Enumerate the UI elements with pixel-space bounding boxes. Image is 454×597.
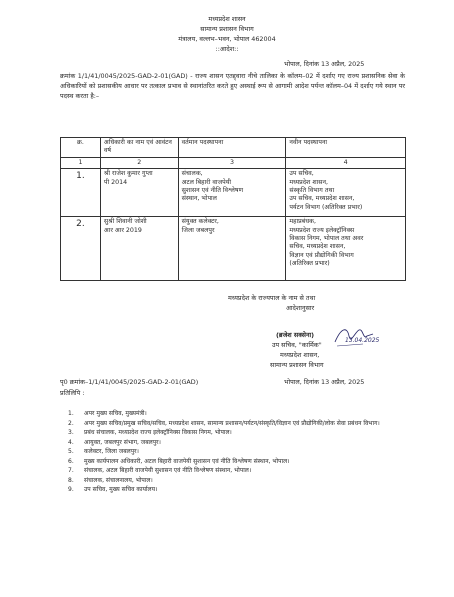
- column-number-row: [61, 157, 406, 168]
- new-posting: उप सचिव, मध्यप्रदेश शासन, संस्कृति विभाग तथा उप सचिव, मध्यप्रदेश शासन, पर्यटन विभाग (अतिरिक्त प्रभार): [286, 169, 406, 217]
- column-number: 1: [61, 157, 101, 168]
- table-row: [61, 169, 406, 217]
- column-number: 4: [286, 157, 406, 168]
- header-serial: क्र.: [61, 138, 101, 158]
- current-posting: संयुक्त कलेक्टर, जिला जबलपुर: [178, 217, 286, 281]
- officer-name: सुश्री शिवानी जोशी आर आर 2019: [100, 217, 178, 281]
- row-serial: 2.: [61, 217, 101, 281]
- signatory-dept: सामान्य प्रशासन विभाग: [270, 361, 324, 369]
- list-item: 5. कलेक्टर, जिला जबलपुर।: [68, 448, 139, 455]
- authority-order: आदेशानुसार: [286, 304, 315, 312]
- list-item: 1. अपर मुख्य सचिव, मुख्यमंत्री।: [68, 410, 147, 417]
- current-posting: संचालक, अटल बिहारी वाजपेयी सुशासन एवं नीति विश्लेषण संस्थान, भोपाल: [178, 169, 286, 217]
- endorsement-date: भोपाल, दिनांक 13 अप्रैल, 2025: [284, 378, 365, 386]
- signatory-designation: उप सचिव, "कार्मिक": [272, 341, 322, 349]
- header-current-posting: वर्तमान पदस्थापना: [178, 138, 286, 158]
- signatory-govt: मध्यप्रदेश शासन,: [280, 351, 320, 359]
- column-number: 2: [100, 157, 178, 168]
- column-number: 3: [178, 157, 286, 168]
- signatory-name: (ब्रजेश सक्सेना): [276, 331, 315, 339]
- header-officer: अधिकारी का नाम एवं आवंटन वर्ष: [100, 138, 178, 158]
- order-place-date: भोपाल, दिनांक 13 अप्रैल, 2025: [284, 60, 365, 68]
- header-address: मंत्रालय, वल्लभ–भवन, भोपाल 462004: [178, 35, 276, 43]
- handwritten-signature: [333, 322, 393, 350]
- list-item: 4. आयुक्त, जबलपुर संभाग, जबलपुर।: [68, 438, 161, 446]
- list-item: 9. उप सचिव, मुख्य सचिव कार्यालय।: [68, 486, 158, 493]
- header-new-posting: नवीन पदस्थापना: [286, 138, 406, 158]
- header-dept: सामान्य प्रशासन विभाग: [200, 25, 254, 33]
- header-order-title: ::आदेश::: [215, 45, 239, 53]
- copy-label: प्रतिलिपि :: [60, 389, 85, 397]
- officer-name: श्री राजेश कुमार गुप्ता पी 2014: [100, 169, 178, 217]
- list-item: 2. अपर मुख्य सचिव/प्रमुख सचिव/सचिव, मध्यप्रदेश शासन, सामान्य प्रशासन/पर्यटन/संस्कृति/विज्ञान एवं प्रौद्योगिकी/लोक सेवा प्रबंधन विभाग।: [68, 419, 380, 427]
- table-row: [61, 217, 406, 281]
- posting-table: [60, 137, 406, 281]
- order-body: क्रमांक 1/1/41/0045/2025-GAD-2-01(GAD) - राज्य शासन एतद्द्वारा नीचे तालिका के कॉलम–02 में दर्शाए गए राज्य प्रशासनिक सेवा के अधिकारियों को प्रशासकीय आधार पर तत्काल प्रभाव से स्थानांतरित करते हुए अस्थाई रूप से आगामी आदेश पर्यन्त कॉलम–04 में दर्शाए गये स्थान पर पदस्थ करता है:–: [60, 72, 405, 100]
- list-item: 6. मुख्य कार्यपालन अधिकारी, अटल बिहारी वाजपेयी सुशासन एवं नीति विश्लेषण संस्थान, भोपाल।: [68, 457, 290, 465]
- new-posting: महाप्रबंधक, मध्यप्रदेश राज्य इलेक्ट्रॉनिक्स विकास निगम, भोपाल तथा अवर सचिव, मध्यप्रदेश शासन, विज्ञान एवं प्रौद्योगिकी विभाग (अतिरिक्त प्रभार): [286, 217, 406, 281]
- endorsement-ref: पृ0 क्रमांक–1/1/41/0045/2025-GAD-2-01(GAD): [60, 378, 199, 386]
- signature-date: 13.04.2025: [345, 337, 380, 344]
- list-item: 7. संचालक, अटल बिहारी वाजपेयी सुशासन एवं नीति विश्लेषण संस्थान, भोपाल।: [68, 467, 252, 474]
- row-serial: 1.: [61, 169, 101, 217]
- copy-list: [68, 409, 408, 495]
- authority-line: मध्यप्रदेश के राज्यपाल के नाम से तथा: [228, 294, 316, 302]
- header-govt: मध्यप्रदेश शासन: [208, 15, 246, 23]
- list-item: 3. प्रबंध संचालक, मध्यप्रदेश राज्य इलेक्ट्रॉनिक्स विकास निगम, भोपाल।: [68, 429, 232, 436]
- list-item: 8. संचालक, संचालनालय, भोपाल।: [68, 476, 153, 484]
- table-header-row: [61, 138, 406, 158]
